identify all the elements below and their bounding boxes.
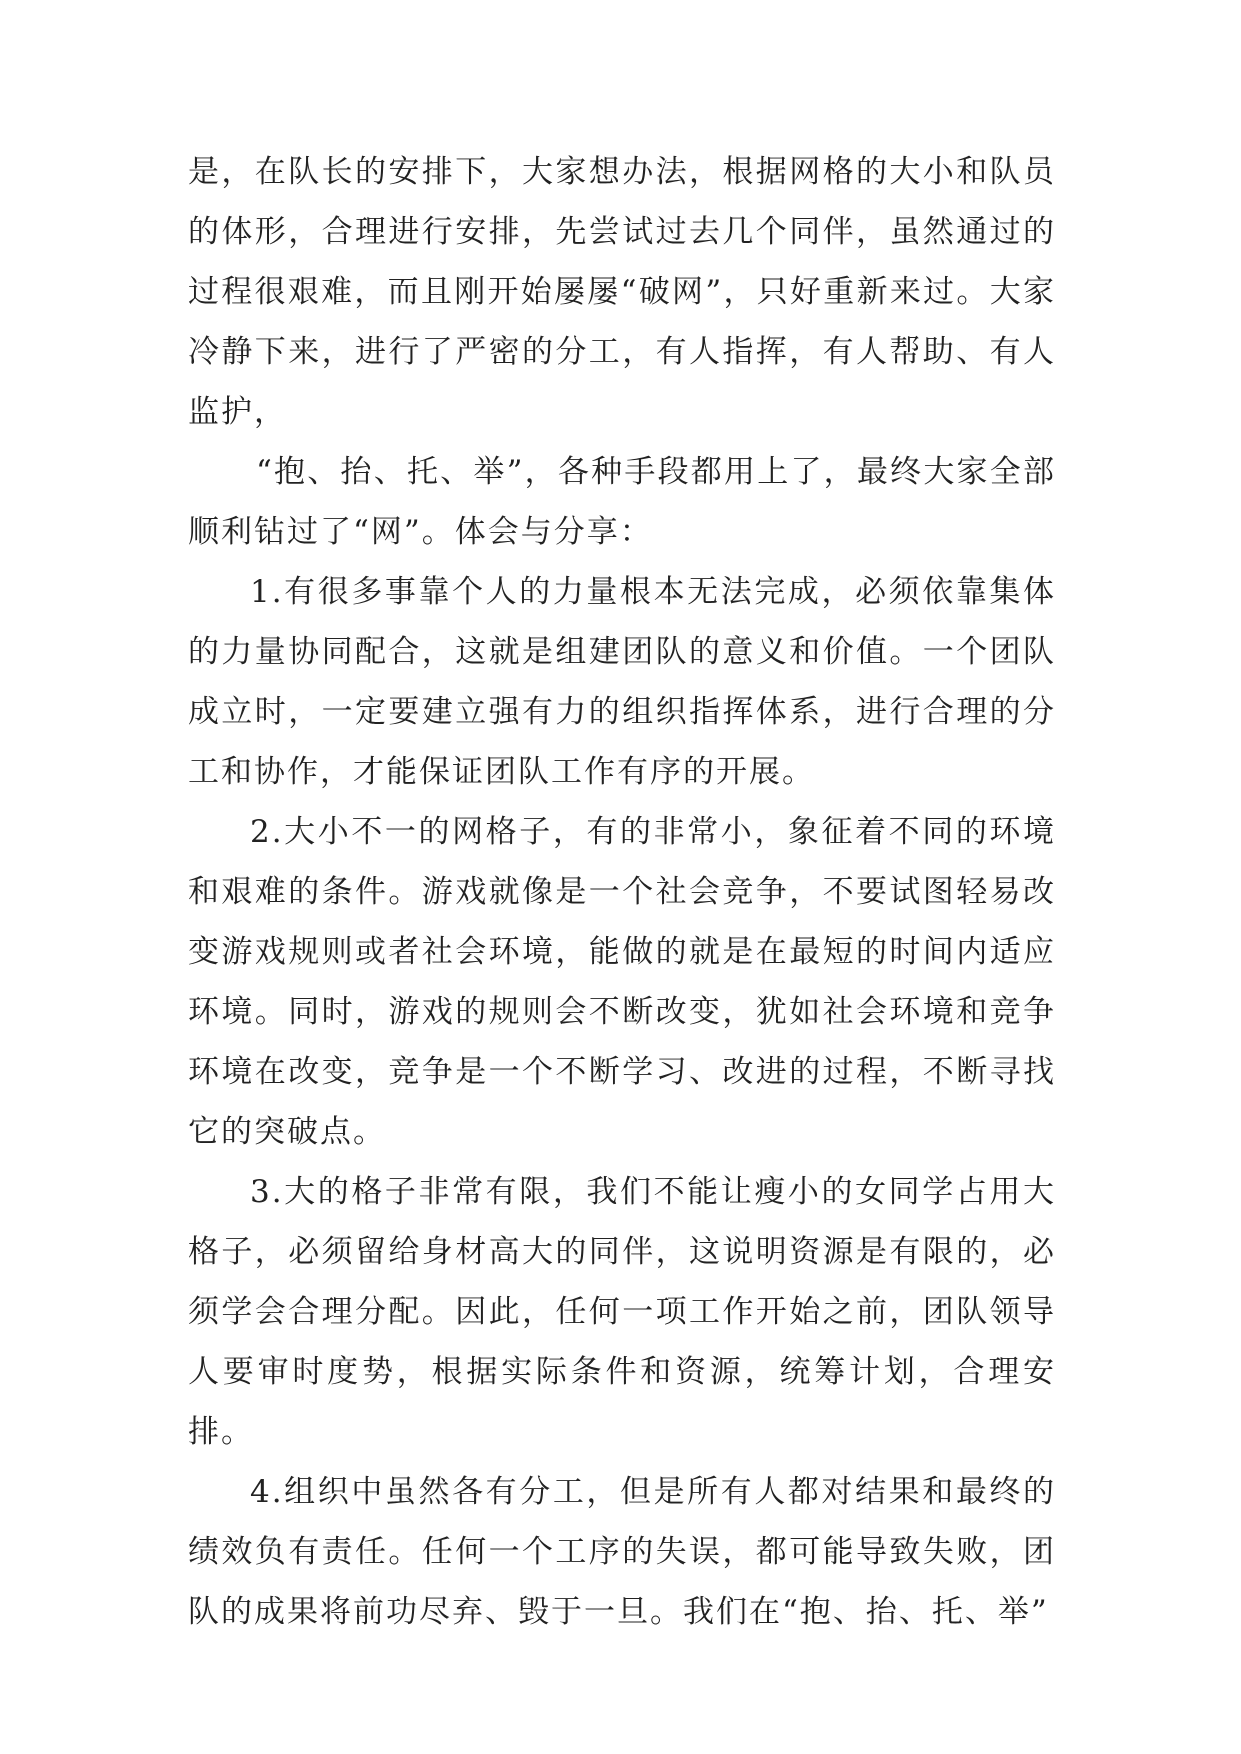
paragraph-6: 4.组织中虽然各有分工，但是所有人都对结果和最终的绩效负有责任。任何一个工序的失误，都可能导致失败，团队的成果将前功尽弃、毁于一旦。我们在“抱、抬、托、举”	[188, 1474, 1056, 1630]
document-body	[188, 142, 1056, 1642]
paragraph-2: “抱、抬、托、举”，各种手段都用上了，最终大家全部顺利钻过了“网”。体会与分享：	[188, 454, 1056, 550]
paragraph-5: 3.大的格子非常有限，我们不能让瘦小的女同学占用大格子，必须留给身材高大的同伴，这说明资源是有限的，必须学会合理分配。因此，任何一项工作开始之前，团队领导人要审时度势，根据实际条件和资源，统筹计划，合理安排。	[188, 1174, 1056, 1450]
paragraph-1: 是，在队长的安排下，大家想办法，根据网格的大小和队员的体形，合理进行安排，先尝试过去几个同伴，虽然通过的过程很艰难，而且刚开始屡屡“破网”，只好重新来过。大家冷静下来，进行了严密的分工，有人指挥，有人帮助、有人监护，	[188, 154, 1056, 430]
paragraph-4: 2.大小不一的网格子，有的非常小，象征着不同的环境和艰难的条件。游戏就像是一个社会竞争，不要试图轻易改变游戏规则或者社会环境，能做的就是在最短的时间内适应环境。同时，游戏的规则会不断改变，犹如社会环境和竞争环境在改变，竞争是一个不断学习、改进的过程，不断寻找它的突破点。	[188, 814, 1056, 1150]
paragraph-3: 1.有很多事靠个人的力量根本无法完成，必须依靠集体的力量协同配合，这就是组建团队的意义和价值。一个团队成立时，一定要建立强有力的组织指挥体系，进行合理的分工和协作，才能保证团队工作有序的开展。	[188, 574, 1056, 790]
